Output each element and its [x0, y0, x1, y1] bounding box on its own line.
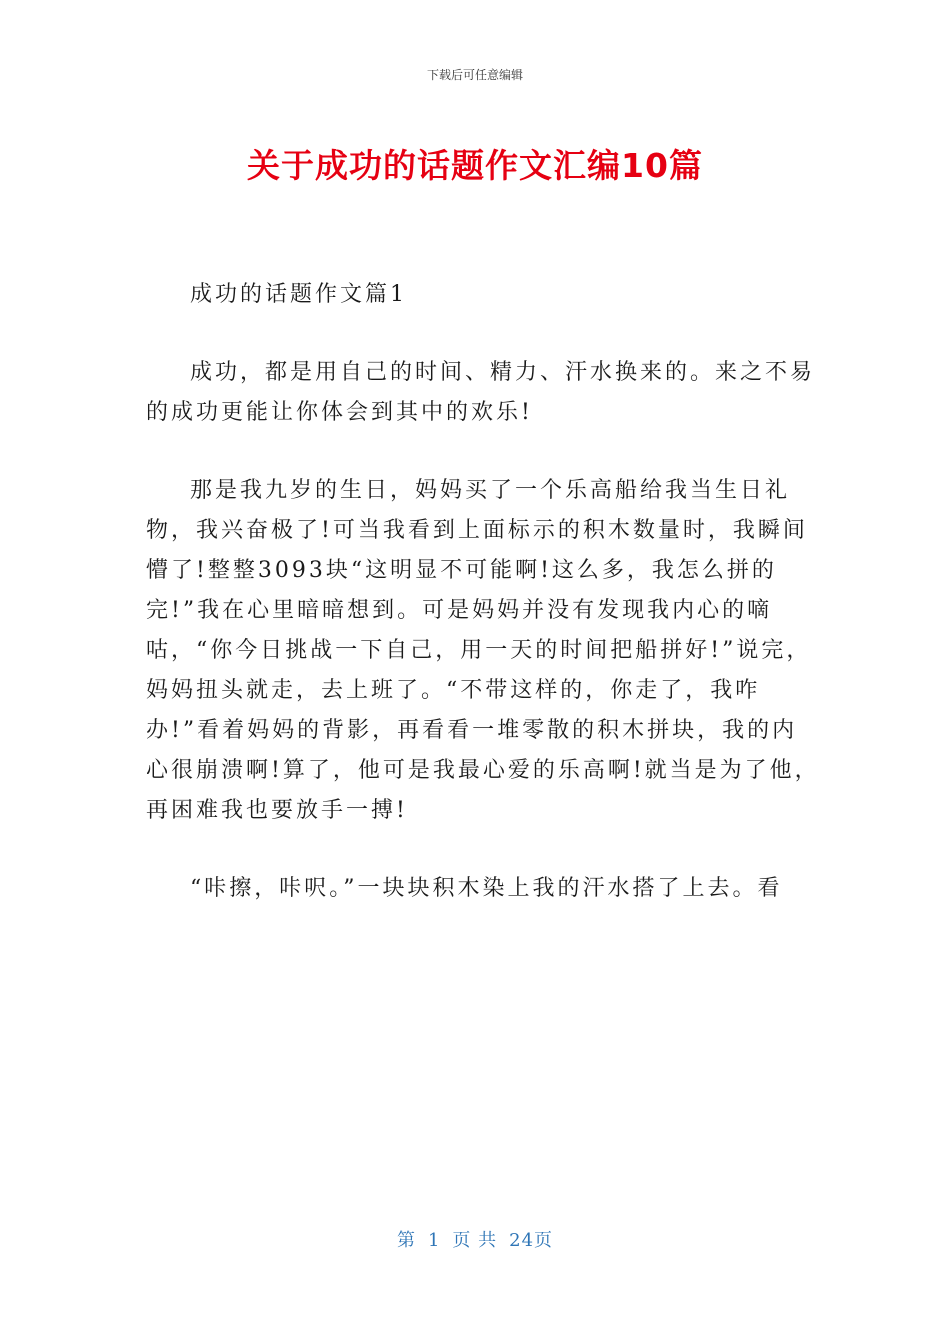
- paragraph: 成功，都是用自己的时间、精力、汗水换来的。来之不易的成功更能让你体会到其中的欢乐!: [146, 360, 816, 425]
- page-label-mid: 页 共: [452, 1230, 498, 1251]
- total-pages: 24页: [509, 1230, 554, 1251]
- document-body: [146, 275, 822, 947]
- document-title: 关于成功的话题作文汇编10篇: [247, 146, 703, 185]
- section-heading: 成功的话题作文篇1: [190, 282, 407, 307]
- header-note: 下载后可任意编辑: [426, 68, 523, 82]
- paragraph: “咔擦，咔呎。”一块块积木染上我的汗水搭了上去。看: [190, 876, 783, 901]
- current-page-number: 1: [427, 1230, 441, 1251]
- page-footer: [0, 1226, 950, 1252]
- paragraph: 那是我九岁的生日，妈妈买了一个乐高船给我当生日礼物，我兴奋极了!可当我看到上面标示的积木数量时，我瞬间懵了!整整3093块“这明显不可能啊!这么多，我怎么拼的完!”我在心里暗暗想到。可是妈妈并没有发现我内心的嘀咕，“你今日挑战一下自己，用一天的时间把船拼好!”说完，妈妈扭头就走，去上班了。“不带这样的，你走了，我咋办!”看着妈妈的背影，再看看一堆零散的积木拼块，我的内心很崩溃啊!算了，他可是我最心爱的乐高啊!就当是为了他，再困难我也要放手一搏!: [146, 478, 820, 823]
- page-label-prefix: 第: [396, 1230, 416, 1251]
